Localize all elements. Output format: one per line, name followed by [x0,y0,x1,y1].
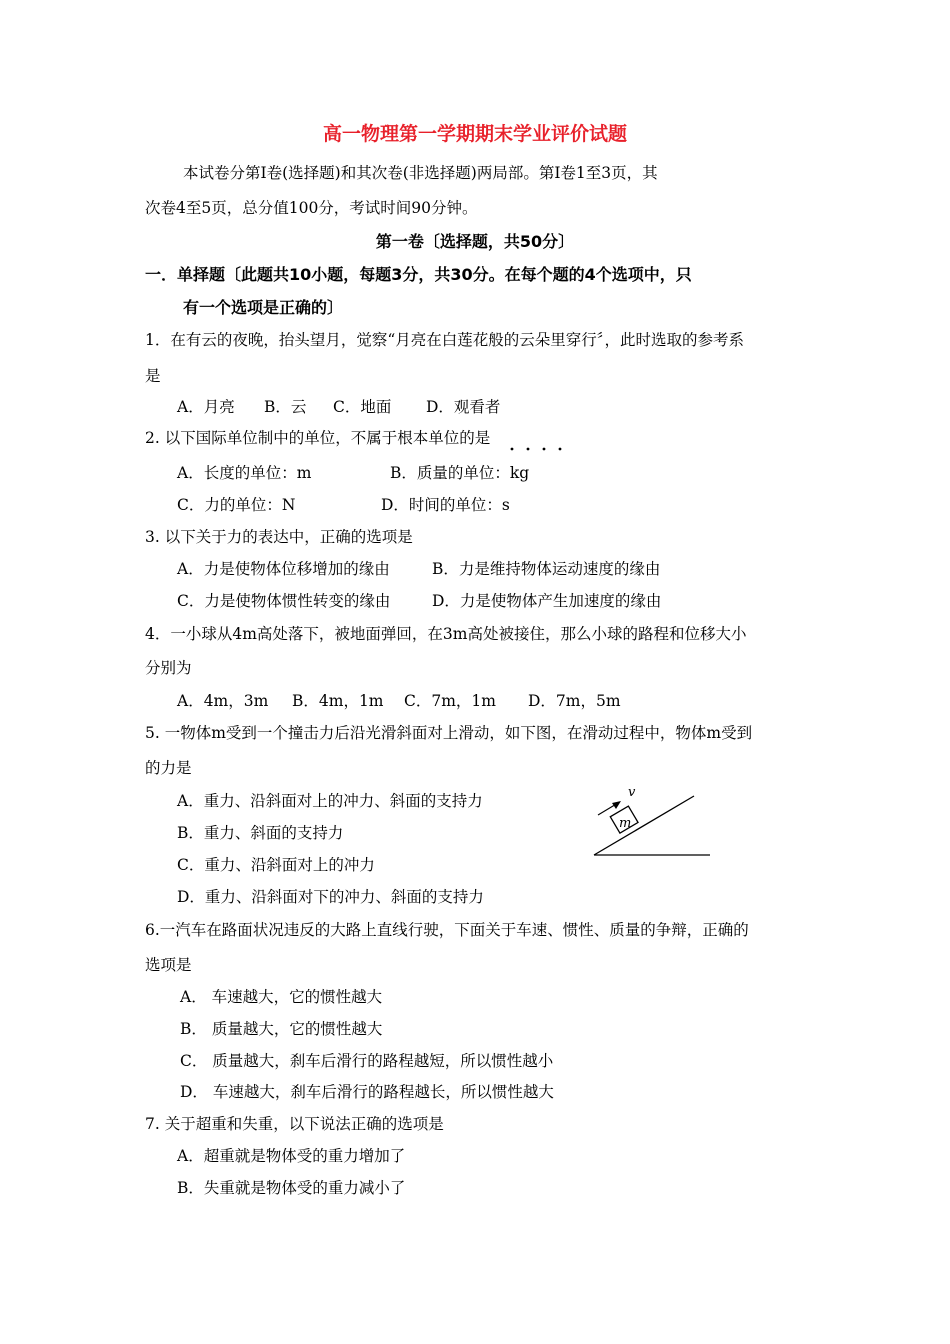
option-d: D．7m，5m [528,692,621,710]
option-a: A．力是使物体位移增加的缘由 [177,560,390,578]
question-stem: 6.一汽车在路面状况违反的大路上直线行驶，下面关于车速、惯性、质量的争辩，正确的 [145,921,749,939]
option-d: D．时间的单位：s [381,496,510,514]
option-d: D．重力、沿斜面对下的冲力、斜面的支持力 [177,888,484,906]
option-d: D． 车速越大，刹车后滑行的路程越长，所以惯性越大 [180,1083,554,1101]
option-b: B． 质量越大，它的惯性越大 [180,1020,383,1038]
option-a: A． 车速越大，它的惯性越大 [180,988,383,1006]
question-stem: 5. 一物体m受到一个撞击力后沿光滑斜面对上滑动，如下图，在滑动过程中，物体m受到 [145,724,753,742]
section-title: 第一卷〔选择题，共50分〕 [375,232,575,251]
intro-line-1: 本试卷分第Ⅰ卷(选择题)和其次卷(非选择题)两局部。第Ⅰ卷1至3页，其 [183,164,658,182]
emphasis-dots [508,446,568,452]
part1-heading-line-2: 有一个选项是正确的〕 [183,298,344,317]
option-c: C． 质量越大，刹车后滑行的路程越短，所以惯性越小 [180,1052,554,1070]
option-c: C．力的单位：N [177,496,296,514]
question-stem: 3. 以下关于力的表达中，正确的选项是 [145,528,413,546]
option-b: B．重力、斜面的支持力 [177,824,344,842]
option-a: A．长度的单位：m [177,464,312,482]
question-stem: 分别为 [145,659,192,677]
question-stem: 7. 关于超重和失重，以下说法正确的选项是 [145,1115,444,1133]
incline-figure [588,780,718,862]
question-stem: 2. 以下国际单位制中的单位，不属于根本单位的是 [145,429,491,447]
intro-line-2: 次卷4至5页，总分值100分，考试时间90分钟。 [145,199,478,217]
question-stem-wrapper [145,428,490,448]
mass-label: m [619,816,632,831]
option-c: C．地面 [333,398,392,416]
question-stem: 是 [145,367,161,385]
incline-surface [594,796,694,855]
question-stem: 选项是 [145,956,192,974]
option-b: B．质量的单位：kg [390,464,530,482]
option-a: A．月亮 [177,398,235,416]
option-a: A．超重就是物体受的重力增加了 [177,1147,406,1165]
question-stem: 4．一小球从4m高处落下，被地面弹回，在3m高处被接住，那么小球的路程和位移大小 [145,625,747,643]
question-stem: 1．在有云的夜晚，抬头望月，觉察“月亮在白莲花般的云朵里穿行〞，此时选取的参考系 [145,331,745,349]
option-c: C．7m，1m [404,692,496,710]
question-stem: 的力是 [145,759,192,777]
velocity-label: v [628,785,636,800]
option-b: B．4m，1m [292,692,384,710]
option-a: A．4m，3m [177,692,269,710]
page-title: 高一物理第一学期期末学业评价试题 [322,123,627,145]
option-a: A．重力、沿斜面对上的冲力、斜面的支持力 [177,792,483,810]
velocity-arrowhead [612,801,621,809]
option-c: C．力是使物体惯性转变的缘由 [177,592,391,610]
option-b: B．云 [264,398,307,416]
option-d: D．力是使物体产生加速度的缘由 [432,592,662,610]
part1-heading-line-1: 一．单择题〔此题共10小题，每题3分，共30分。在每个题的4个选项中，只 [145,265,692,284]
option-c: C．重力、沿斜面对上的冲力 [177,856,375,874]
option-d: D．观看者 [426,398,501,416]
option-b: B．力是维持物体运动速度的缘由 [432,560,661,578]
option-b: B．失重就是物体受的重力减小了 [177,1179,406,1197]
